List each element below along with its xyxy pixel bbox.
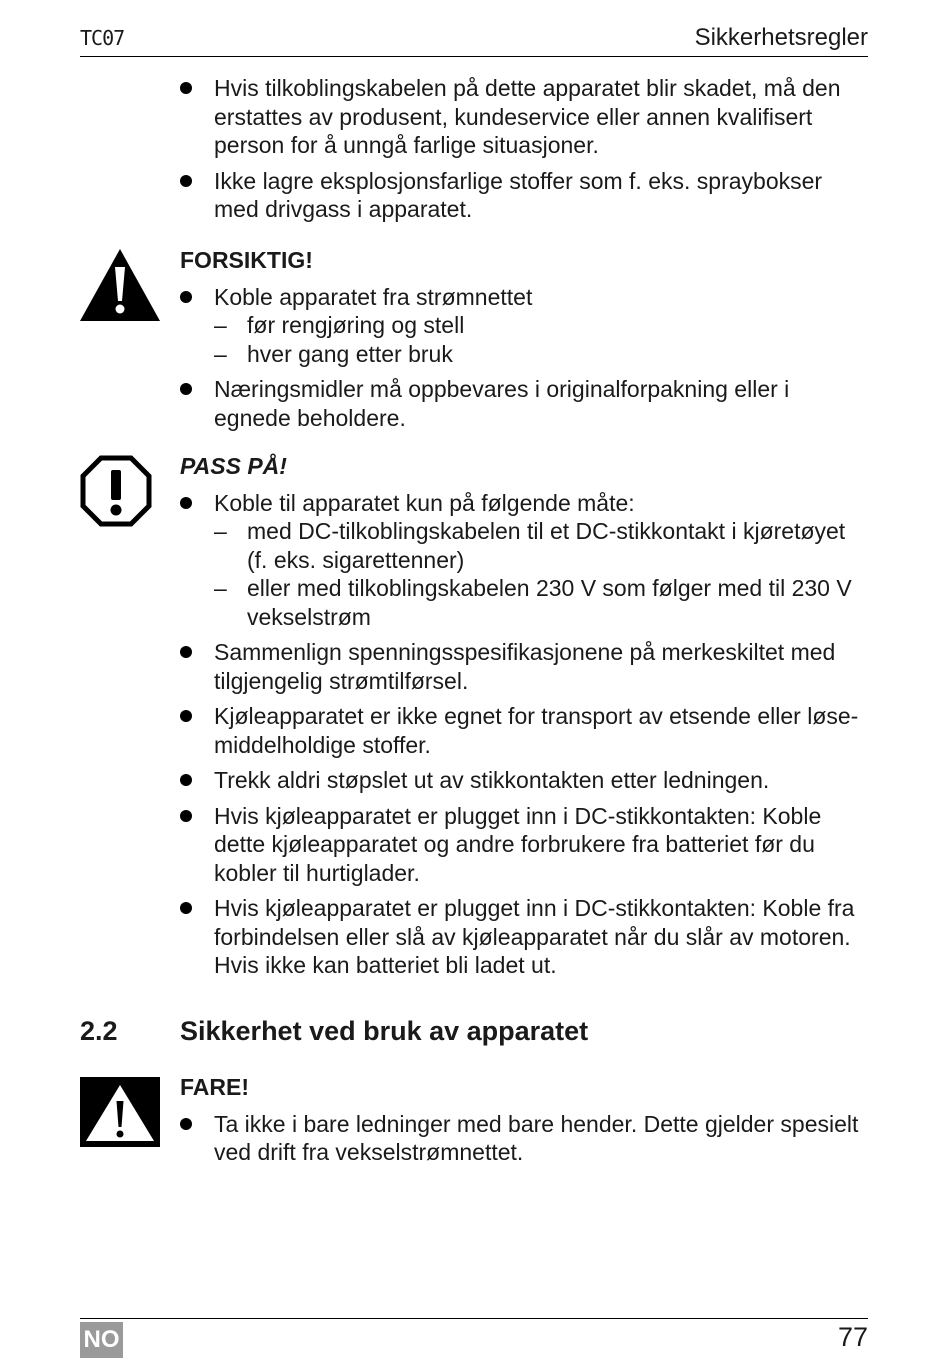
language-badge: NO: [80, 1322, 123, 1358]
list-item-text: Koble apparatet fra strømnettet: [214, 283, 533, 310]
list-item: Ikke lagre eksplosjonsfarlige stoffer som f. eks. spraybokser med drivgass i apparatet.: [180, 167, 870, 224]
caution-label: FORSIKTIG!: [180, 247, 313, 273]
list-item: Hvis kjøleapparatet er plugget inn i DC-stikkontakten: Koble dette kjøleapparatet og andre forbrukere fra batteriet før du kobler til hurtiglader.: [180, 802, 870, 888]
list-item: Ta ikke i bare ledninger med bare hender. Dette gjelder spesielt ved drift fra vekselstrømnettet.: [180, 1110, 870, 1167]
section-number: 2.2: [80, 1016, 118, 1046]
page-number: 77: [837, 1322, 868, 1352]
sub-list-item: – hver gang etter bruk: [214, 340, 870, 369]
list-item: Hvis tilkoblingskabelen på dette apparatet blir skadet, må den erstattes av produsent, kundeservice eller annen kvalifisert person for å unngå farlige situasjoner.: [180, 74, 870, 160]
list-item: [180, 283, 870, 369]
sub-list-item: – før rengjøring og stell: [214, 311, 870, 340]
warning-triangle-icon: [80, 249, 160, 321]
sub-list-item: – eller med tilkoblingskabelen 230 V som følger med til 230 V vekselstrøm: [214, 574, 870, 631]
header-model: TC07: [80, 26, 125, 50]
danger-block: [180, 1073, 870, 1174]
sub-list-item: – med DC-tilkoblingskabelen til et DC-stikkontakt i kjøretøyet (f. eks. sigarettenner): [214, 517, 870, 574]
danger-triangle-icon: [80, 1077, 160, 1147]
list-item: Hvis kjøleapparatet er plugget inn i DC-stikkontakten: Koble fra forbindelsen eller slå av kjøleapparatet når du slår av motoren. Hvis ikke kan batteriet bli ladet ut.: [180, 894, 870, 980]
list-item: [180, 489, 870, 632]
intro-block: [180, 74, 870, 231]
notice-label: PASS PÅ!: [180, 453, 287, 479]
caution-block: [180, 246, 870, 439]
header-section: Sikkerhetsregler: [694, 24, 868, 51]
list-item-text: Koble til apparatet kun på følgende måte:: [214, 489, 635, 516]
notice-block: [180, 452, 870, 987]
notice-octagon-icon: [80, 455, 152, 527]
footer-divider: [80, 1318, 868, 1319]
section-title: Sikkerhet ved bruk av apparatet: [180, 1016, 589, 1046]
header-divider: [80, 56, 868, 57]
list-item: Trekk aldri støpslet ut av stikkontakten etter ledningen.: [180, 766, 870, 795]
list-item: Sammenlign spenningsspesifikasjonene på merkeskiltet med tilgjengelig strømtilførsel.: [180, 638, 870, 695]
danger-label: FARE!: [180, 1074, 249, 1100]
list-item: Kjøleapparatet er ikke egnet for transport av etsende eller løse-middelholdige stoffer.: [180, 702, 870, 759]
list-item: Næringsmidler må oppbevares i originalforpakning eller i egnede beholdere.: [180, 375, 870, 432]
